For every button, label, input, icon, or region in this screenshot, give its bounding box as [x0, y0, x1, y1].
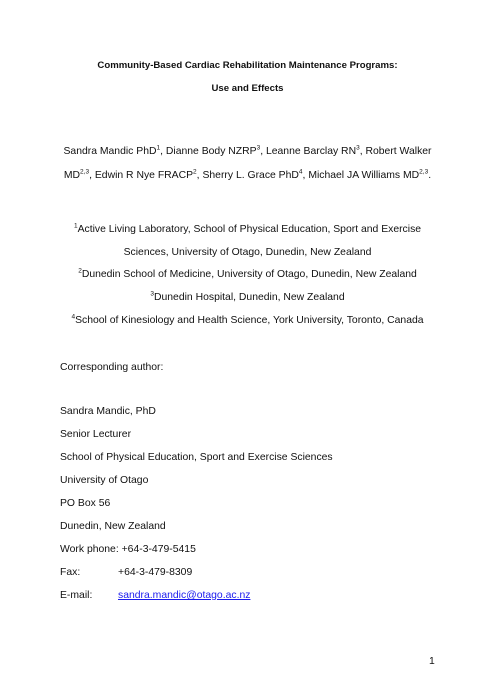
author-separator: , [196, 170, 203, 181]
author-separator: , [160, 146, 166, 157]
author-affiliation-sup: 2,3 [80, 168, 90, 176]
contact-university: University of Otago [60, 475, 149, 486]
author-name: Leanne Barclay RN [265, 146, 357, 157]
author-affiliation-sup: 2 [193, 168, 197, 176]
affiliation-2 [0, 269, 495, 280]
contact-school: School of Physical Education, Sport and Exercise Sciences [60, 452, 333, 463]
author-affiliation-sup: 2,3 [419, 168, 429, 176]
affiliation-1-sup: 1 [73, 222, 78, 230]
authors-line-1 [0, 146, 495, 157]
affiliation-1-text-1: Active Living Laboratory, School of Physical Education, Sport and Exercise [77, 224, 422, 235]
affiliation-3-sup: 3 [150, 290, 154, 298]
contact-work-phone: Work phone: +64-3-479-5415 [60, 544, 196, 555]
affiliation-1-line-1 [0, 224, 495, 235]
author-separator: , [302, 170, 309, 181]
fax-label: Fax: [60, 567, 81, 578]
author-name: Dianne Body NZRP [165, 146, 257, 157]
author-separator: . [428, 170, 432, 181]
authors-line-2 [0, 170, 495, 181]
author-affiliation-sup: 3 [356, 144, 360, 152]
author-name: MD [63, 170, 81, 181]
author-separator: , [359, 146, 366, 157]
contact-city: Dunedin, New Zealand [60, 521, 166, 532]
author-name: Robert Walker [365, 146, 432, 157]
contact-fax [60, 567, 192, 578]
contact-email [60, 590, 250, 601]
affiliation-1-text-2: Sciences, University of Otago, Dunedin, New Zealand [123, 247, 372, 258]
author-affiliation-sup: 3 [256, 144, 261, 152]
author-name: Edwin R Nye FRACP [94, 170, 194, 181]
affiliation-3 [0, 292, 495, 303]
affiliation-3-text: Dunedin Hospital, Dunedin, New Zealand [154, 292, 345, 303]
author-name: Michael JA Williams MD [308, 170, 420, 181]
affiliation-4-sup: 4 [71, 313, 76, 321]
contact-name: Sandra Mandic, PhD [60, 406, 156, 417]
author-affiliation-sup: 4 [298, 168, 303, 176]
contact-po-box: PO Box 56 [60, 498, 111, 509]
title-line-2: Use and Effects [211, 83, 284, 94]
affiliation-4-text: School of Kinesiology and Health Science, York University, Toronto, Canada [75, 315, 424, 326]
title-line-1: Community-Based Cardiac Rehabilitation Maintenance Programs: [97, 60, 398, 71]
author-name: Sherry L. Grace PhD [202, 170, 299, 181]
author-affiliation-sup: 1 [156, 144, 161, 152]
author-separator: , [89, 170, 95, 181]
affiliation-1-line-2 [0, 247, 495, 258]
email-label: E-mail: [60, 590, 93, 601]
author-name: Sandra Mandic PhD [63, 146, 157, 157]
fax-value: +64-3-479-8309 [118, 567, 193, 578]
affiliation-4 [0, 315, 495, 326]
email-link[interactable]: sandra.mandic@otago.ac.nz [118, 590, 251, 601]
affiliation-2-text: Dunedin School of Medicine, University of Otago, Dunedin, New Zealand [81, 269, 417, 280]
contact-position: Senior Lecturer [60, 429, 132, 440]
corresponding-heading: Corresponding author: [60, 362, 164, 373]
page-number: 1 [429, 656, 435, 667]
author-separator: , [260, 146, 266, 157]
affiliation-2-sup: 2 [78, 267, 82, 275]
